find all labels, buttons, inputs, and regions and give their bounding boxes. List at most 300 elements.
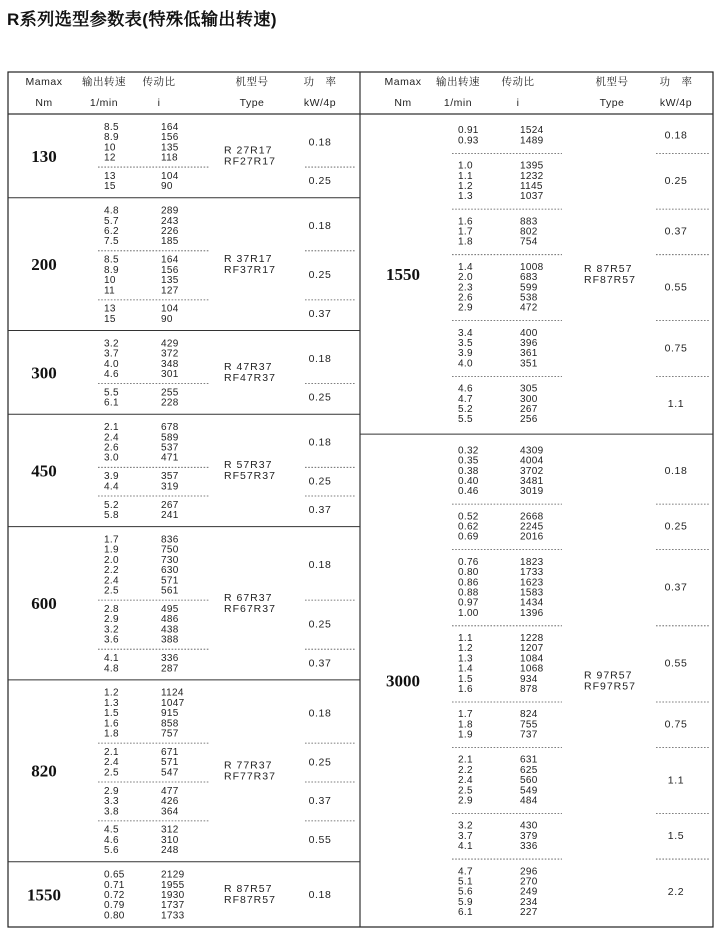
output-speed-value: 2.0 [104, 554, 119, 566]
output-speed-value: 3.7 [458, 830, 473, 842]
output-speed-value: 3.2 [104, 338, 119, 350]
power-group [458, 633, 687, 695]
header-unit-cell: Type [599, 96, 625, 109]
ratio-value: 429 [161, 338, 179, 350]
mamax-block [8, 422, 360, 527]
output-speed-value: 1.2 [458, 643, 473, 655]
output-speed-value: 0.52 [458, 511, 479, 523]
ratio-value: 301 [161, 369, 179, 381]
output-speed-value: 11 [104, 285, 115, 297]
power-value: 0.37 [308, 795, 332, 808]
output-speed-value: 1.1 [458, 170, 473, 182]
ratio-value: 287 [161, 663, 179, 675]
output-speed-value: 2.4 [104, 575, 119, 587]
power-value: 0.18 [308, 436, 332, 449]
ratio-value: 757 [161, 728, 179, 740]
power-group [104, 825, 331, 856]
ratio-value: 185 [161, 236, 179, 248]
output-speed-value: 0.65 [104, 869, 125, 881]
ratio-value: 156 [161, 264, 179, 276]
output-speed-value: 5.1 [458, 876, 473, 888]
output-speed-value: 3.7 [104, 348, 119, 360]
type-label: RF27R17 [224, 155, 276, 168]
output-speed-value: 1.3 [458, 653, 473, 665]
ratio-value: 234 [520, 896, 538, 908]
ratio-value: 2245 [520, 521, 544, 533]
header-cell: 输出转速 [82, 75, 126, 88]
output-speed-value: 0.80 [104, 910, 125, 922]
power-group [104, 500, 331, 521]
output-speed-value: 4.1 [104, 653, 119, 665]
power-value: 2.2 [667, 885, 685, 898]
header-cell: 功 率 [303, 75, 337, 88]
ratio-value: 549 [520, 785, 538, 797]
output-speed-value: 4.6 [104, 834, 119, 846]
power-value: 0.25 [308, 269, 332, 282]
power-group [104, 653, 331, 674]
mamax-value: 300 [31, 363, 57, 383]
ratio-value: 1737 [161, 900, 185, 912]
power-group [458, 161, 687, 203]
mamax-value: 1550 [27, 885, 61, 905]
ratio-value: 1733 [520, 567, 544, 579]
power-value: 0.37 [308, 504, 332, 517]
ratio-value: 164 [161, 121, 179, 133]
power-value: 0.37 [664, 581, 688, 594]
power-group [458, 709, 687, 740]
ratio-value: 164 [161, 254, 179, 266]
output-speed-value: 0.46 [458, 486, 479, 498]
output-speed-value: 2.5 [458, 785, 473, 797]
ratio-value: 1733 [161, 910, 185, 922]
ratio-value: 683 [520, 272, 538, 284]
power-value: 1.1 [667, 398, 685, 411]
output-speed-value: 15 [104, 313, 116, 325]
type-label: RF37R17 [224, 263, 276, 276]
ratio-value: 883 [520, 216, 538, 228]
type-label: RF67R37 [224, 603, 276, 616]
output-speed-value: 2.4 [104, 432, 119, 444]
output-speed-value: 1.1 [458, 633, 473, 645]
ratio-value: 484 [520, 795, 538, 807]
ratio-value: 1623 [520, 577, 544, 589]
power-group [104, 747, 331, 778]
ratio-value: 400 [520, 327, 538, 339]
output-speed-value: 13 [104, 170, 116, 182]
output-speed-value: 1.6 [458, 216, 473, 228]
type-label: R 97R57 [584, 669, 633, 682]
ratio-value: 135 [161, 275, 179, 287]
power-value: 0.25 [308, 475, 332, 488]
ratio-value: 228 [161, 397, 179, 409]
ratio-value: 256 [520, 414, 538, 426]
header-cell: Mamax [384, 75, 422, 88]
ratio-value: 1524 [520, 125, 544, 137]
header-unit-cell: Nm [394, 96, 412, 109]
ratio-value: 571 [161, 757, 179, 769]
output-speed-value: 0.79 [104, 900, 125, 912]
ratio-value: 599 [520, 282, 538, 294]
mamax-block [27, 870, 331, 922]
power-group [458, 445, 687, 497]
output-speed-value: 2.0 [458, 272, 473, 284]
type-label: R 27R17 [224, 144, 273, 157]
power-group [458, 866, 684, 918]
power-value: 0.55 [664, 657, 688, 670]
output-speed-value: 10 [104, 275, 116, 287]
ratio-value: 90 [161, 313, 173, 325]
power-group [458, 511, 687, 542]
ratio-value: 934 [520, 673, 538, 685]
ratio-value: 351 [520, 358, 538, 370]
output-speed-value: 3.3 [104, 796, 119, 808]
power-value: 0.18 [308, 889, 332, 902]
output-speed-value: 13 [104, 303, 116, 315]
header-unit-cell: Type [239, 96, 265, 109]
mamax-value: 600 [31, 594, 57, 614]
output-speed-value: 2.9 [104, 785, 119, 797]
output-speed-value: 6.2 [104, 226, 119, 238]
output-speed-value: 0.88 [458, 587, 479, 599]
output-speed-value: 4.8 [104, 663, 119, 675]
output-speed-value: 5.2 [458, 404, 473, 416]
ratio-value: 878 [520, 684, 538, 696]
ratio-value: 2129 [161, 869, 185, 881]
power-value: 0.55 [664, 281, 688, 294]
output-speed-value: 1.7 [458, 226, 473, 238]
ratio-value: 538 [520, 292, 538, 304]
output-speed-value: 2.9 [104, 614, 119, 626]
power-group [458, 557, 687, 619]
ratio-value: 357 [161, 471, 179, 483]
output-speed-value: 1.7 [458, 709, 473, 721]
type-label: R 67R37 [224, 592, 273, 605]
type-label: RF97R57 [584, 680, 636, 693]
output-speed-value: 4.0 [458, 358, 473, 370]
ratio-value: 319 [161, 481, 179, 493]
ratio-value: 430 [520, 820, 538, 832]
power-group [458, 328, 687, 370]
output-speed-value: 0.93 [458, 135, 479, 147]
header-unit-cell: i [516, 96, 520, 109]
ratio-value: 312 [161, 824, 179, 836]
header-unit-cell: Nm [35, 96, 53, 109]
output-speed-value: 7.5 [104, 236, 119, 248]
header-cell: 机型号 [595, 75, 629, 88]
ratio-value: 1434 [520, 597, 544, 609]
mamax-block [8, 122, 360, 198]
output-speed-value: 12 [104, 152, 116, 164]
output-speed-value: 5.9 [458, 896, 473, 908]
ratio-value: 630 [161, 565, 179, 577]
output-speed-value: 0.76 [458, 556, 479, 568]
panel-1 [8, 75, 360, 922]
ratio-value: 300 [520, 393, 538, 405]
type-label: RF77R37 [224, 770, 276, 783]
type-label: RF87R57 [584, 273, 636, 286]
type-label: RF47R37 [224, 372, 276, 385]
ratio-value: 1583 [520, 587, 544, 599]
output-speed-value: 0.91 [458, 125, 479, 137]
ratio-value: 364 [161, 806, 179, 818]
ratio-value: 1145 [520, 180, 543, 192]
output-speed-value: 0.62 [458, 521, 479, 533]
mamax-block [8, 206, 360, 331]
output-speed-value: 0.71 [104, 879, 125, 891]
ratio-value: 1084 [520, 653, 544, 665]
ratio-value: 289 [161, 205, 179, 217]
ratio-value: 426 [161, 796, 179, 808]
type-label: R 87R57 [584, 262, 633, 275]
type-label: R 47R37 [224, 361, 273, 374]
output-speed-value: 1.3 [458, 191, 473, 203]
output-speed-value: 8.5 [104, 254, 119, 266]
ratio-value: 560 [520, 775, 538, 787]
output-speed-value: 1.8 [104, 728, 119, 740]
power-group [458, 216, 687, 247]
ratio-value: 1228 [520, 633, 544, 645]
power-value: 0.75 [664, 718, 688, 731]
mamax-block [8, 535, 360, 680]
output-speed-value: 3.2 [104, 624, 119, 636]
ratio-value: 3019 [520, 486, 544, 498]
ratio-value: 1068 [520, 663, 544, 675]
ratio-value: 1395 [520, 160, 544, 172]
output-speed-value: 2.2 [458, 764, 473, 776]
output-speed-value: 4.6 [104, 369, 119, 381]
output-speed-value: 1.3 [104, 697, 119, 709]
ratio-value: 1008 [520, 261, 544, 273]
ratio-value: 755 [520, 719, 538, 731]
power-value: 0.37 [664, 225, 688, 238]
power-group [458, 821, 684, 852]
output-speed-value: 4.8 [104, 205, 119, 217]
output-speed-value: 2.5 [104, 767, 119, 779]
ratio-value: 396 [520, 338, 538, 350]
ratio-value: 802 [520, 226, 538, 238]
output-speed-value: 2.4 [104, 757, 119, 769]
ratio-value: 2016 [520, 531, 544, 543]
ratio-value: 1207 [520, 643, 544, 655]
header-unit-cell: kW/4p [659, 96, 693, 109]
mamax-value: 1550 [386, 264, 420, 284]
output-speed-value: 1.2 [104, 687, 119, 699]
power-group [104, 206, 331, 248]
ratio-value: 678 [161, 422, 179, 434]
ratio-value: 90 [161, 181, 173, 193]
ratio-value: 3702 [520, 465, 544, 477]
output-speed-value: 0.97 [458, 597, 479, 609]
ratio-value: 2668 [520, 511, 544, 523]
power-value: 0.18 [308, 352, 332, 365]
power-group [104, 171, 331, 192]
power-group [104, 387, 331, 408]
header-unit-cell: kW/4p [303, 96, 337, 109]
output-speed-value: 5.2 [104, 499, 119, 511]
ratio-value: 754 [520, 236, 538, 248]
ratio-value: 1232 [520, 170, 544, 182]
ratio-value: 737 [520, 729, 538, 741]
output-speed-value: 5.5 [104, 387, 119, 399]
header-cell: 传动比 [142, 75, 176, 88]
output-speed-value: 2.6 [458, 292, 473, 304]
output-speed-value: 1.4 [458, 261, 473, 273]
power-group [104, 122, 331, 164]
ratio-value: 824 [520, 709, 538, 721]
mamax-value: 200 [31, 255, 57, 275]
output-speed-value: 3.8 [104, 806, 119, 818]
power-value: 0.18 [308, 559, 332, 572]
ratio-value: 104 [161, 303, 179, 315]
output-speed-value: 2.1 [458, 754, 473, 766]
output-speed-value: 1.5 [458, 673, 473, 685]
ratio-value: 267 [520, 404, 538, 416]
mamax-value: 820 [31, 761, 57, 781]
header-unit-cell: 1/min [89, 96, 119, 109]
output-speed-value: 3.6 [104, 634, 119, 646]
output-speed-value: 2.5 [104, 585, 119, 597]
output-speed-value: 3.5 [458, 338, 473, 350]
power-group [458, 755, 684, 807]
output-speed-value: 3.4 [458, 327, 473, 339]
power-value: 0.37 [308, 307, 332, 320]
ratio-value: 477 [161, 785, 179, 797]
output-speed-value: 8.9 [104, 264, 119, 276]
power-value: 0.55 [308, 834, 332, 847]
output-speed-value: 8.9 [104, 132, 119, 144]
power-group [104, 338, 331, 380]
mamax-block [8, 338, 360, 414]
power-value: 0.18 [308, 136, 332, 149]
header-cell: 输出转速 [436, 75, 480, 88]
output-speed-value: 3.0 [104, 452, 119, 464]
ratio-value: 625 [520, 764, 538, 776]
type-label: R 37R17 [224, 252, 273, 265]
output-speed-value: 6.1 [104, 397, 119, 409]
power-value: 0.18 [664, 464, 688, 477]
ratio-value: 1489 [520, 135, 544, 147]
output-speed-value: 3.9 [458, 348, 473, 360]
mamax-value: 450 [31, 461, 57, 481]
mamax-block [386, 445, 709, 918]
power-value: 1.1 [667, 774, 685, 787]
ratio-value: 255 [161, 387, 179, 399]
output-speed-value: 0.40 [458, 475, 479, 487]
output-speed-value: 3.2 [458, 820, 473, 832]
ratio-value: 296 [520, 866, 538, 878]
power-value: 0.25 [308, 391, 332, 404]
output-speed-value: 4.7 [458, 393, 473, 405]
ratio-value: 537 [161, 442, 179, 454]
output-speed-value: 1.4 [458, 663, 473, 675]
power-value: 0.25 [308, 618, 332, 631]
ratio-value: 248 [161, 845, 179, 857]
power-group [458, 125, 687, 146]
ratio-value: 858 [161, 718, 179, 730]
output-speed-value: 1.9 [458, 729, 473, 741]
ratio-value: 127 [161, 285, 179, 297]
power-group [104, 422, 331, 464]
page-title: R系列选型参数表(特殊低输出转速) [7, 10, 278, 29]
output-speed-value: 1.8 [458, 719, 473, 731]
ratio-value: 249 [520, 886, 538, 898]
output-speed-value: 0.80 [458, 567, 479, 579]
mamax-block [360, 125, 713, 434]
ratio-value: 4309 [520, 445, 544, 457]
ratio-value: 1047 [161, 697, 185, 709]
ratio-value: 336 [161, 653, 179, 665]
output-speed-value: 1.2 [458, 180, 473, 192]
ratio-value: 750 [161, 544, 179, 556]
output-speed-value: 2.9 [458, 302, 473, 314]
output-speed-value: 0.72 [104, 890, 125, 902]
output-speed-value: 4.0 [104, 358, 119, 370]
ratio-value: 388 [161, 634, 179, 646]
ratio-value: 4004 [520, 455, 544, 467]
power-value: 0.25 [664, 175, 688, 188]
panel-2 [360, 75, 713, 918]
ratio-value: 336 [520, 841, 538, 853]
power-value: 0.18 [308, 707, 332, 720]
ratio-value: 3481 [520, 475, 544, 487]
power-value: 0.18 [308, 220, 332, 233]
ratio-value: 135 [161, 142, 179, 154]
power-group [104, 471, 331, 492]
output-speed-value: 6.1 [458, 907, 473, 919]
output-speed-value: 5.6 [104, 845, 119, 857]
ratio-value: 104 [161, 170, 179, 182]
output-speed-value: 1.8 [458, 236, 473, 248]
ratio-value: 547 [161, 767, 179, 779]
ratio-value: 305 [520, 383, 538, 395]
ratio-value: 472 [520, 302, 538, 314]
ratio-value: 348 [161, 358, 179, 370]
ratio-value: 915 [161, 708, 179, 720]
output-speed-value: 2.6 [104, 442, 119, 454]
ratio-value: 1955 [161, 879, 185, 891]
ratio-value: 836 [161, 534, 179, 546]
ratio-value: 372 [161, 348, 179, 360]
ratio-value: 241 [161, 510, 179, 522]
mamax-value: 130 [31, 146, 57, 166]
type-label: RF57R37 [224, 470, 276, 483]
type-label: R 87R57 [224, 883, 273, 896]
power-value: 0.37 [308, 657, 332, 670]
output-speed-value: 10 [104, 142, 116, 154]
output-speed-value: 1.9 [104, 544, 119, 556]
ratio-value: 226 [161, 226, 179, 238]
output-speed-value: 3.9 [104, 471, 119, 483]
ratio-value: 156 [161, 132, 179, 144]
output-speed-value: 15 [104, 181, 116, 193]
ratio-value: 438 [161, 624, 179, 636]
ratio-value: 1396 [520, 607, 544, 619]
ratio-value: 1124 [161, 687, 184, 699]
type-label: RF87R57 [224, 894, 276, 907]
ratio-value: 671 [161, 747, 179, 759]
header-cell: 功 率 [659, 75, 693, 88]
output-speed-value: 1.6 [458, 684, 473, 696]
output-speed-value: 0.35 [458, 455, 479, 467]
power-group [104, 535, 331, 597]
power-group [104, 252, 332, 297]
power-value: 0.18 [664, 129, 688, 142]
output-speed-value: 4.7 [458, 866, 473, 878]
power-group [104, 604, 331, 646]
power-group [104, 304, 331, 325]
mamax-value: 3000 [386, 671, 420, 691]
ratio-value: 310 [161, 834, 179, 846]
